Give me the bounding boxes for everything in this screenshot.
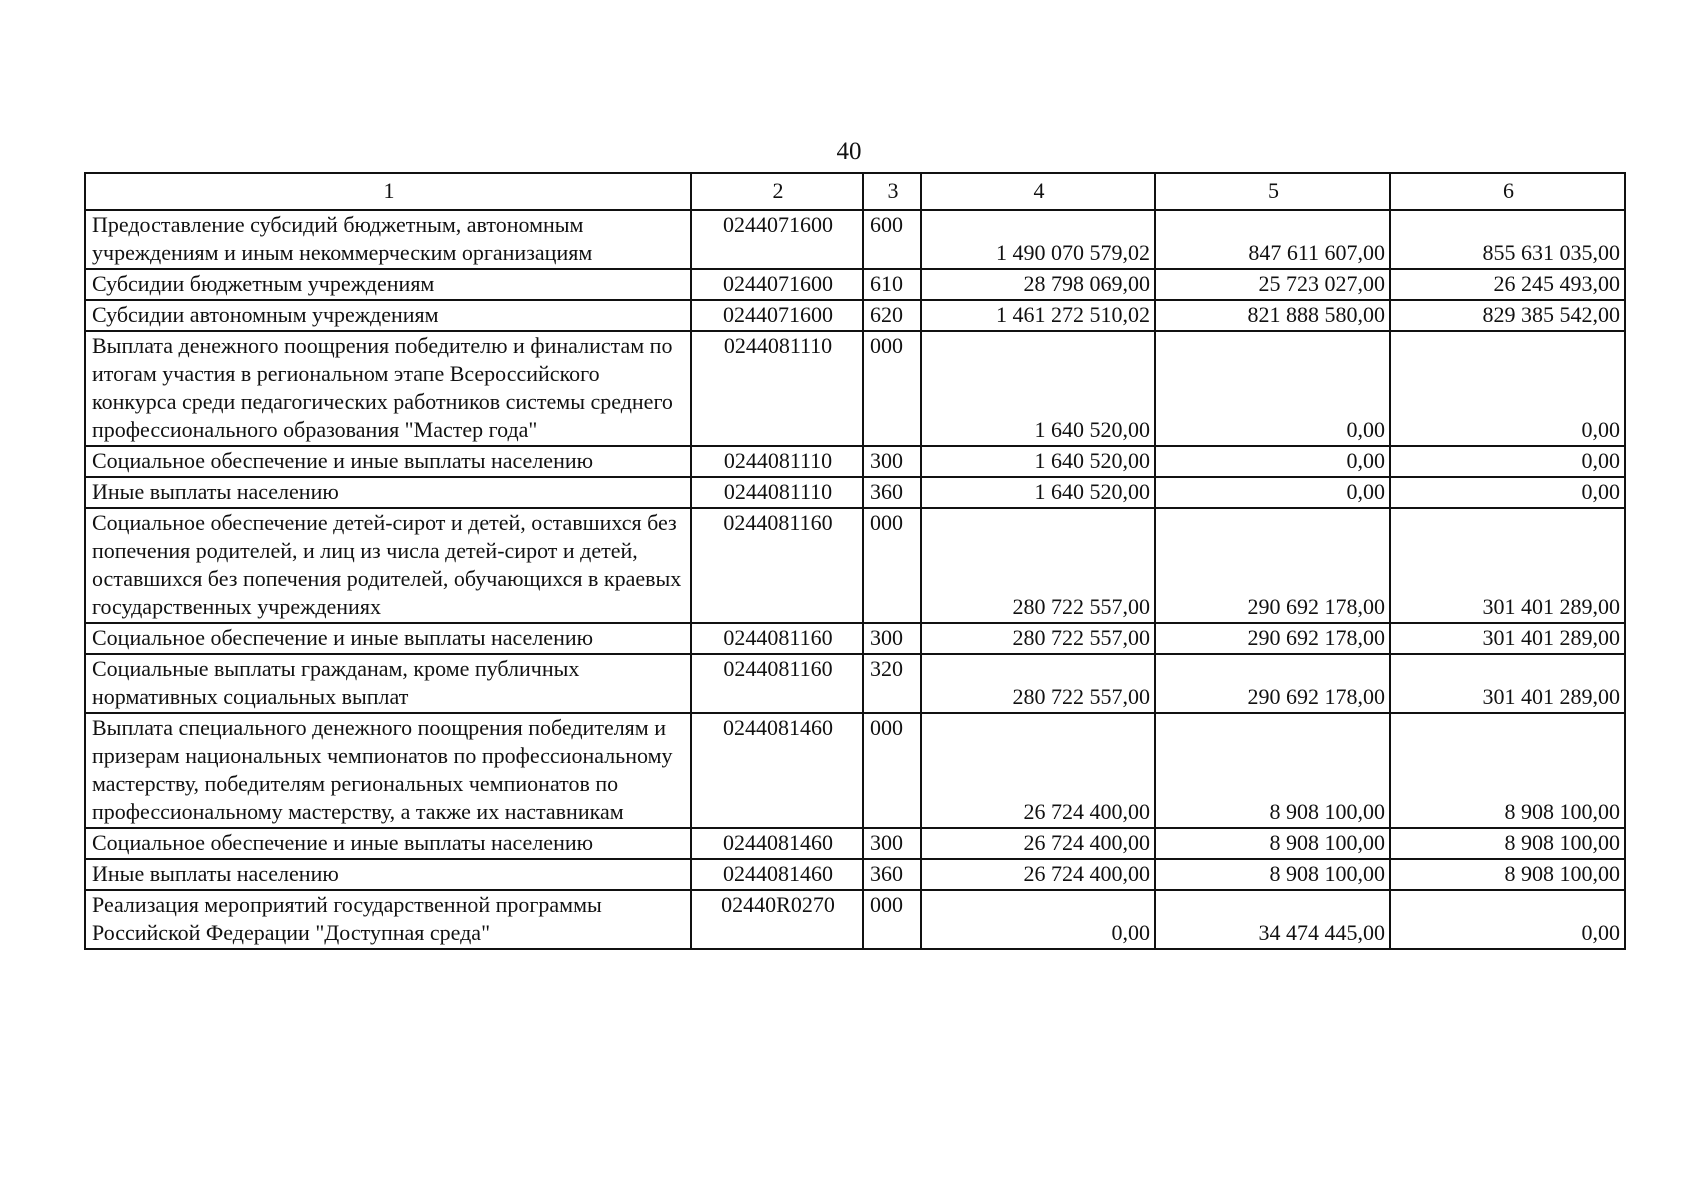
amount-col6: 26 245 493,00: [1390, 269, 1625, 300]
target-code: 0244081160: [691, 654, 863, 713]
row-name: Социальное обеспечение и иные выплаты населению: [85, 623, 691, 654]
amount-col6: 0,00: [1390, 331, 1625, 446]
amount-col4: 1 490 070 579,02: [921, 210, 1155, 269]
target-code: 0244081110: [691, 331, 863, 446]
amount-col5: 0,00: [1155, 477, 1390, 508]
amount-col4: 1 640 520,00: [921, 446, 1155, 477]
column-header-1: 1: [85, 173, 691, 210]
amount-col6: 301 401 289,00: [1390, 508, 1625, 623]
amount-col4: 1 640 520,00: [921, 331, 1155, 446]
row-name: Реализация мероприятий государственной программы Российской Федерации "Доступная среда": [85, 890, 691, 949]
target-code: 0244081110: [691, 477, 863, 508]
row-name: Выплата денежного поощрения победителю и финалистам по итогам участия в региональном этапе Всероссийского конкурса среди педагогических работников системы среднего профессионального образования "Мастер года": [85, 331, 691, 446]
amount-col6: 0,00: [1390, 890, 1625, 949]
target-code: 0244081160: [691, 623, 863, 654]
amount-col6: 8 908 100,00: [1390, 859, 1625, 890]
amount-col5: 8 908 100,00: [1155, 713, 1390, 828]
amount-col4: 280 722 557,00: [921, 623, 1155, 654]
target-code: 0244081460: [691, 828, 863, 859]
target-code: 0244081460: [691, 713, 863, 828]
target-code: 0244071600: [691, 210, 863, 269]
row-name: Социальное обеспечение и иные выплаты населению: [85, 828, 691, 859]
amount-col6: 0,00: [1390, 446, 1625, 477]
row-name: Выплата специального денежного поощрения победителям и призерам национальных чемпионатов по профессиональному мастерству, победителям региональных чемпионатов по профессиональному мастерству, а также их наставникам: [85, 713, 691, 828]
amount-col4: 26 724 400,00: [921, 713, 1155, 828]
table-row: [85, 446, 1625, 477]
row-name: Социальные выплаты гражданам, кроме публичных нормативных социальных выплат: [85, 654, 691, 713]
amount-col4: 1 640 520,00: [921, 477, 1155, 508]
amount-col6: 0,00: [1390, 477, 1625, 508]
amount-col5: 0,00: [1155, 446, 1390, 477]
amount-col4: 28 798 069,00: [921, 269, 1155, 300]
amount-col5: 8 908 100,00: [1155, 828, 1390, 859]
expense-type: 620: [863, 300, 921, 331]
target-code: 0244081110: [691, 446, 863, 477]
expense-type: 300: [863, 828, 921, 859]
expense-type: 000: [863, 331, 921, 446]
page-number: 40: [836, 138, 862, 165]
expense-type: 610: [863, 269, 921, 300]
expense-type: 000: [863, 890, 921, 949]
expense-type: 000: [863, 713, 921, 828]
table-row: [85, 477, 1625, 508]
expense-type: 300: [863, 623, 921, 654]
amount-col6: 8 908 100,00: [1390, 828, 1625, 859]
table-row: [85, 210, 1625, 269]
amount-col4: 1 461 272 510,02: [921, 300, 1155, 331]
amount-col5: 290 692 178,00: [1155, 623, 1390, 654]
table-row: [85, 623, 1625, 654]
amount-col5: 34 474 445,00: [1155, 890, 1390, 949]
expense-type: 300: [863, 446, 921, 477]
row-name: Субсидии автономным учреждениям: [85, 300, 691, 331]
table-row: [85, 331, 1625, 446]
column-header-2: 2: [691, 173, 863, 210]
amount-col6: 301 401 289,00: [1390, 623, 1625, 654]
row-name: Иные выплаты населению: [85, 477, 691, 508]
amount-col5: 8 908 100,00: [1155, 859, 1390, 890]
amount-col6: 829 385 542,00: [1390, 300, 1625, 331]
amount-col6: 855 631 035,00: [1390, 210, 1625, 269]
column-header-4: 4: [921, 173, 1155, 210]
expense-type: 360: [863, 859, 921, 890]
table-row: [85, 828, 1625, 859]
expense-type: 320: [863, 654, 921, 713]
row-name: Иные выплаты населению: [85, 859, 691, 890]
amount-col4: 280 722 557,00: [921, 654, 1155, 713]
table-row: [85, 508, 1625, 623]
amount-col4: 0,00: [921, 890, 1155, 949]
row-name: Социальное обеспечение и иные выплаты населению: [85, 446, 691, 477]
budget-table: [84, 172, 1626, 950]
target-code: 0244081460: [691, 859, 863, 890]
amount-col5: 290 692 178,00: [1155, 508, 1390, 623]
row-name: Субсидии бюджетным учреждениям: [85, 269, 691, 300]
expense-type: 000: [863, 508, 921, 623]
amount-col6: 8 908 100,00: [1390, 713, 1625, 828]
target-code: 02440R0270: [691, 890, 863, 949]
column-header-5: 5: [1155, 173, 1390, 210]
table-row: [85, 269, 1625, 300]
table-header: [85, 173, 1625, 210]
column-header-6: 6: [1390, 173, 1625, 210]
table-row: [85, 654, 1625, 713]
target-code: 0244071600: [691, 269, 863, 300]
table-body: [85, 210, 1625, 949]
expense-type: 600: [863, 210, 921, 269]
amount-col4: 280 722 557,00: [921, 508, 1155, 623]
column-header-3: 3: [863, 173, 921, 210]
amount-col6: 301 401 289,00: [1390, 654, 1625, 713]
table-row: [85, 890, 1625, 949]
amount-col5: 821 888 580,00: [1155, 300, 1390, 331]
row-name: Предоставление субсидий бюджетным, автономным учреждениям и иным некоммерческим организациям: [85, 210, 691, 269]
table-row: [85, 713, 1625, 828]
amount-col4: 26 724 400,00: [921, 828, 1155, 859]
amount-col5: 0,00: [1155, 331, 1390, 446]
table-row: [85, 300, 1625, 331]
expense-type: 360: [863, 477, 921, 508]
target-code: 0244081160: [691, 508, 863, 623]
amount-col4: 26 724 400,00: [921, 859, 1155, 890]
amount-col5: 290 692 178,00: [1155, 654, 1390, 713]
row-name: Социальное обеспечение детей-сирот и детей, оставшихся без попечения родителей, и лиц из числа детей-сирот и детей, оставшихся без попечения родителей, обучающихся в краевых государственных учреждениях: [85, 508, 691, 623]
table-row: [85, 859, 1625, 890]
target-code: 0244071600: [691, 300, 863, 331]
amount-col5: 847 611 607,00: [1155, 210, 1390, 269]
amount-col5: 25 723 027,00: [1155, 269, 1390, 300]
